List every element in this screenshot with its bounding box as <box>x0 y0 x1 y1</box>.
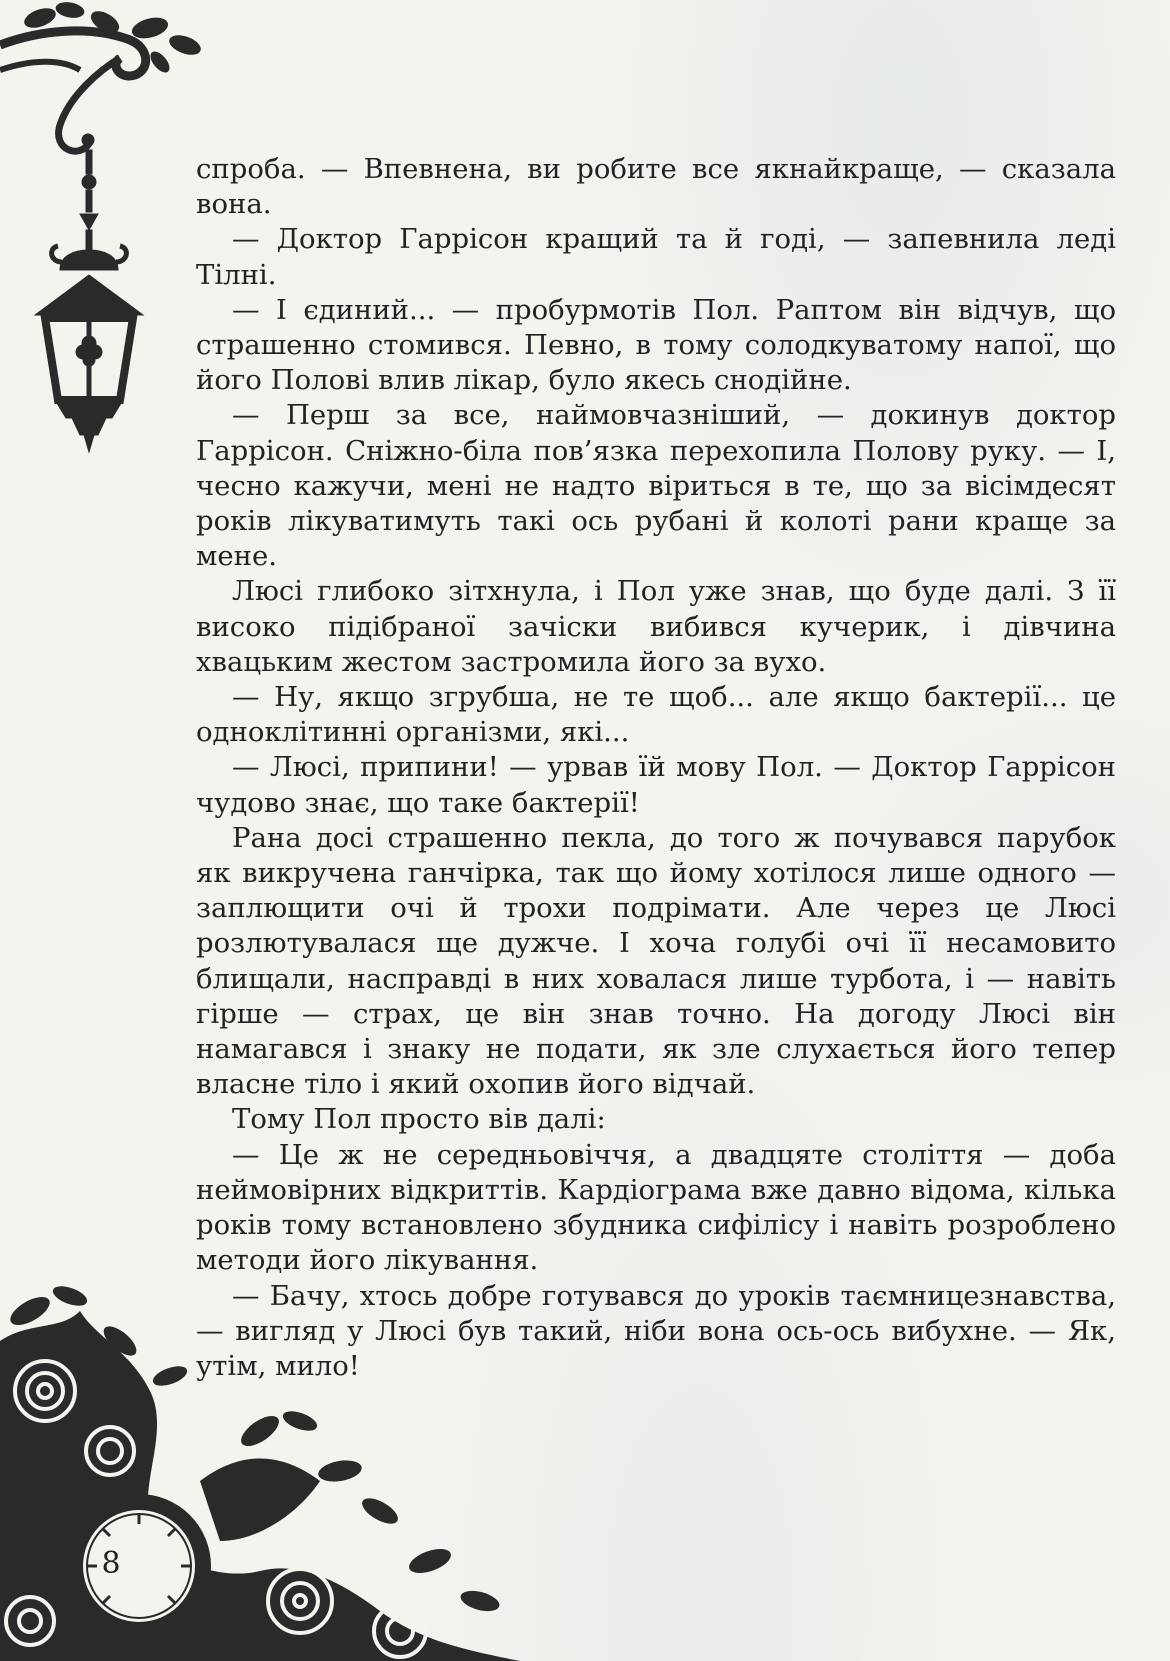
paragraph: — Це ж не середньовіччя, а двадцяте століття — доба неймовірних відкриттів. Кардіограма вже давно відома, кілька років тому встановлено збудника сифілісу і навіть розроблено методи його лікування. <box>196 1138 1116 1277</box>
page-number: 8 <box>101 1546 121 1581</box>
paragraph: Люсі глибоко зітхнула, і Пол уже знав, що буде далі. З її високо підібраної зачіски вибився кучерик, і дівчина хвацьким жестом застромила його за вухо. <box>196 575 1116 678</box>
body-text <box>196 152 1116 1384</box>
lantern-ornament <box>0 0 220 470</box>
paragraph: спроба. — Впевнена, ви робите все якнайкраще, — сказала вона. <box>196 153 1116 221</box>
paragraph: — Доктор Гаррісон кращий та й годі, — запевнила леді Тілні. <box>196 223 1116 291</box>
paragraph: — І єдиний... — пробурмотів Пол. Раптом він відчув, що страшенно стомився. Певно, в тому солодкуватому напої, що його Полові влив лікар, було якесь снодійне. <box>196 293 1116 397</box>
paragraph: Рана досі страшенно пекла, до того ж почувався парубок як викручена ганчірка, так що йому хотілося лише одного — заплющити очі й трохи подрімати. Але через це Люсі розлютувалася ще дужче. І хоча голубі очі її несамовито блищали, насправді в них ховалася лише турбота, і — навіть гірше — страх, це він знав точно. На догоду Люсі він намагався і знаку не подати, як зле слухається його тепер власне тіло і який охопив його відчай. <box>196 821 1116 1101</box>
paragraph: — Бачу, хтось добре готувався до уроків таємницезнавства, — вигляд у Люсі був такий, ніби вона ось-ось вибухне. — Як, утім, мило! <box>196 1279 1116 1382</box>
paragraph: — Ну, якщо згрубша, не те щоб... але якщо бактерії... це одноклітинні організми, які... <box>196 681 1116 749</box>
paragraph: — Перш за все, наймовчазніший, — докинув доктор Гаррісон. Сніжно-біла пов’язка перехопила Полову руку. — І, чесно кажучи, мені не надто віриться в те, що за вісімдесят років лікуватимуть такі ось рубані й колоті рани краще за мене. <box>196 399 1116 573</box>
paragraph: Тому Пол просто вів далі: <box>232 1103 606 1136</box>
paragraph: — Люсі, припини! — урвав їй мову Пол. — Доктор Гаррісон чудово знає, що таке бактерії! <box>196 751 1116 819</box>
